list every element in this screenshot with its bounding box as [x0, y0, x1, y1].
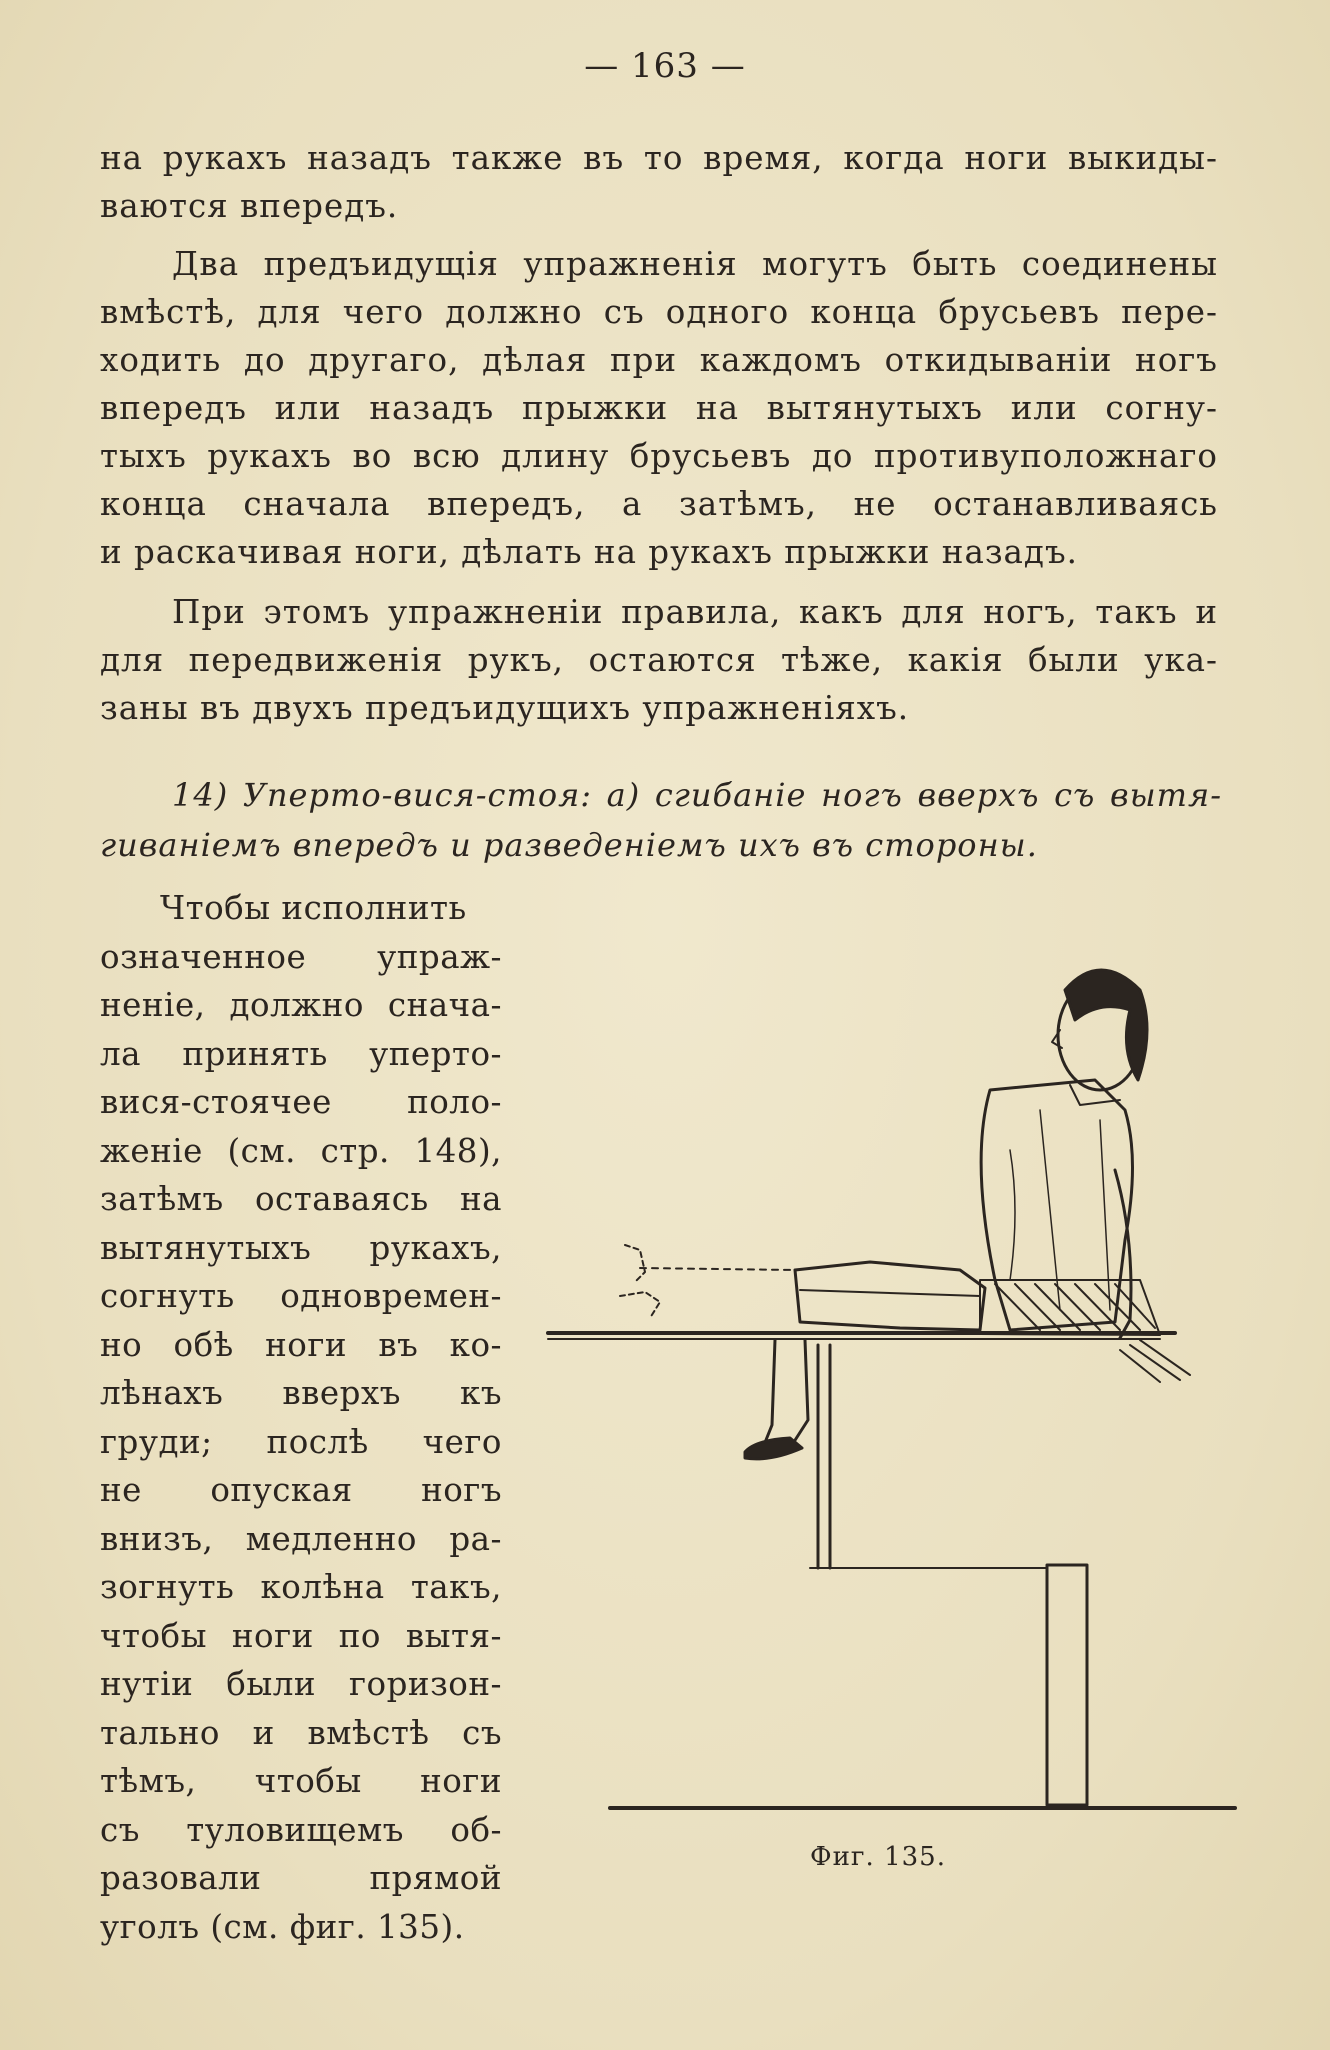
text-line: съ туловищемъ об- — [100, 1810, 502, 1849]
text-line: не опуская ногъ — [100, 1471, 502, 1509]
dashed-line — [640, 1268, 795, 1270]
text-line: внизъ, медленно ра- — [100, 1519, 502, 1558]
text-line: груди; послѣ чего — [100, 1422, 502, 1461]
exercise-description-column — [100, 884, 502, 1951]
text-line: заны въ двухъ предъидущихъ упражненіяхъ. — [100, 689, 910, 727]
figure-shoe — [745, 1438, 802, 1459]
text-line: означенное упраж- — [100, 937, 502, 976]
text-line: на рукахъ назадъ также въ то время, когда ноги выкиды- — [100, 139, 1218, 177]
hatching — [1120, 1340, 1190, 1382]
text-line: чтобы ноги по вытя- — [100, 1616, 502, 1655]
text-line: затѣмъ оставаясь на — [100, 1180, 502, 1218]
figure-hair — [1065, 970, 1147, 1080]
text-line: тально и вмѣстѣ съ — [100, 1713, 502, 1752]
paragraph-continuation — [100, 134, 1218, 230]
text-line: ваются впередъ. — [100, 187, 399, 225]
paragraph-rules — [100, 588, 1218, 732]
figure-caption: Фиг. 135. — [810, 1842, 946, 1872]
text-line: женіе (см. стр. 148), — [100, 1131, 502, 1170]
text-line: зогнуть колѣна такъ, — [100, 1568, 502, 1606]
figure-135-illustration — [540, 950, 1240, 1900]
heading-line: 14) Уперто-вися-стоя: а) сгибаніе ногъ вверхъ съ вытя- — [172, 776, 1222, 814]
text-line: конца сначала впередъ, а затѣмъ, не останавливаясь — [100, 485, 1218, 523]
text-line: тыхъ рукахъ во всю длину брусьевъ до противуположнаго — [100, 437, 1218, 475]
text-line: ходить до другаго, дѣлая при каждомъ откидываніи ногъ — [100, 341, 1218, 379]
text-line: нутіи были горизон- — [100, 1665, 502, 1703]
text-line: Два предъидущія упражненія могутъ быть соединены — [172, 245, 1218, 283]
text-line: согнуть одновремен- — [100, 1277, 502, 1315]
paragraph-combined-exercises — [100, 240, 1218, 576]
text-line: неніе, должно снача- — [100, 986, 502, 1024]
leg-crease — [800, 1290, 980, 1296]
text-line: вытянутыхъ рукахъ, — [100, 1228, 502, 1267]
text-line: тѣмъ, чтобы ноги — [100, 1762, 502, 1800]
text-line: но обѣ ноги въ ко- — [100, 1325, 502, 1364]
text-line: и раскачивая ноги, дѣлать на рукахъ прыжки назадъ. — [100, 533, 1078, 571]
text-line: лѣнахъ вверхъ къ — [100, 1374, 502, 1412]
exercise-heading — [100, 770, 1222, 870]
text-line: Чтобы исполнить — [160, 889, 467, 927]
text-line: разовали прямой — [100, 1859, 502, 1897]
text-line: вися-стоячее поло- — [100, 1083, 502, 1121]
dashed-foot-outline — [620, 1245, 660, 1318]
text-line: для передвиженія рукъ, остаются тѣже, какія были ука- — [100, 641, 1218, 679]
figure-lower-leg — [762, 1340, 808, 1450]
text-line: уголъ (см. фиг. 135). — [100, 1907, 465, 1946]
page-number: — 163 — — [584, 46, 746, 86]
bar-post-base — [1047, 1565, 1087, 1805]
heading-line: гиваніемъ впередъ и разведеніемъ ихъ въ стороны. — [100, 826, 1038, 864]
text-line: впередъ или назадъ прыжки на вытянутыхъ или согну- — [100, 389, 1218, 427]
text-line: При этомъ упражненіи правила, какъ для ногъ, такъ и — [172, 593, 1218, 631]
text-line: вмѣстѣ, для чего должно съ одного конца брусьевъ пере- — [100, 293, 1218, 331]
text-line: ла принять уперто- — [100, 1034, 502, 1073]
